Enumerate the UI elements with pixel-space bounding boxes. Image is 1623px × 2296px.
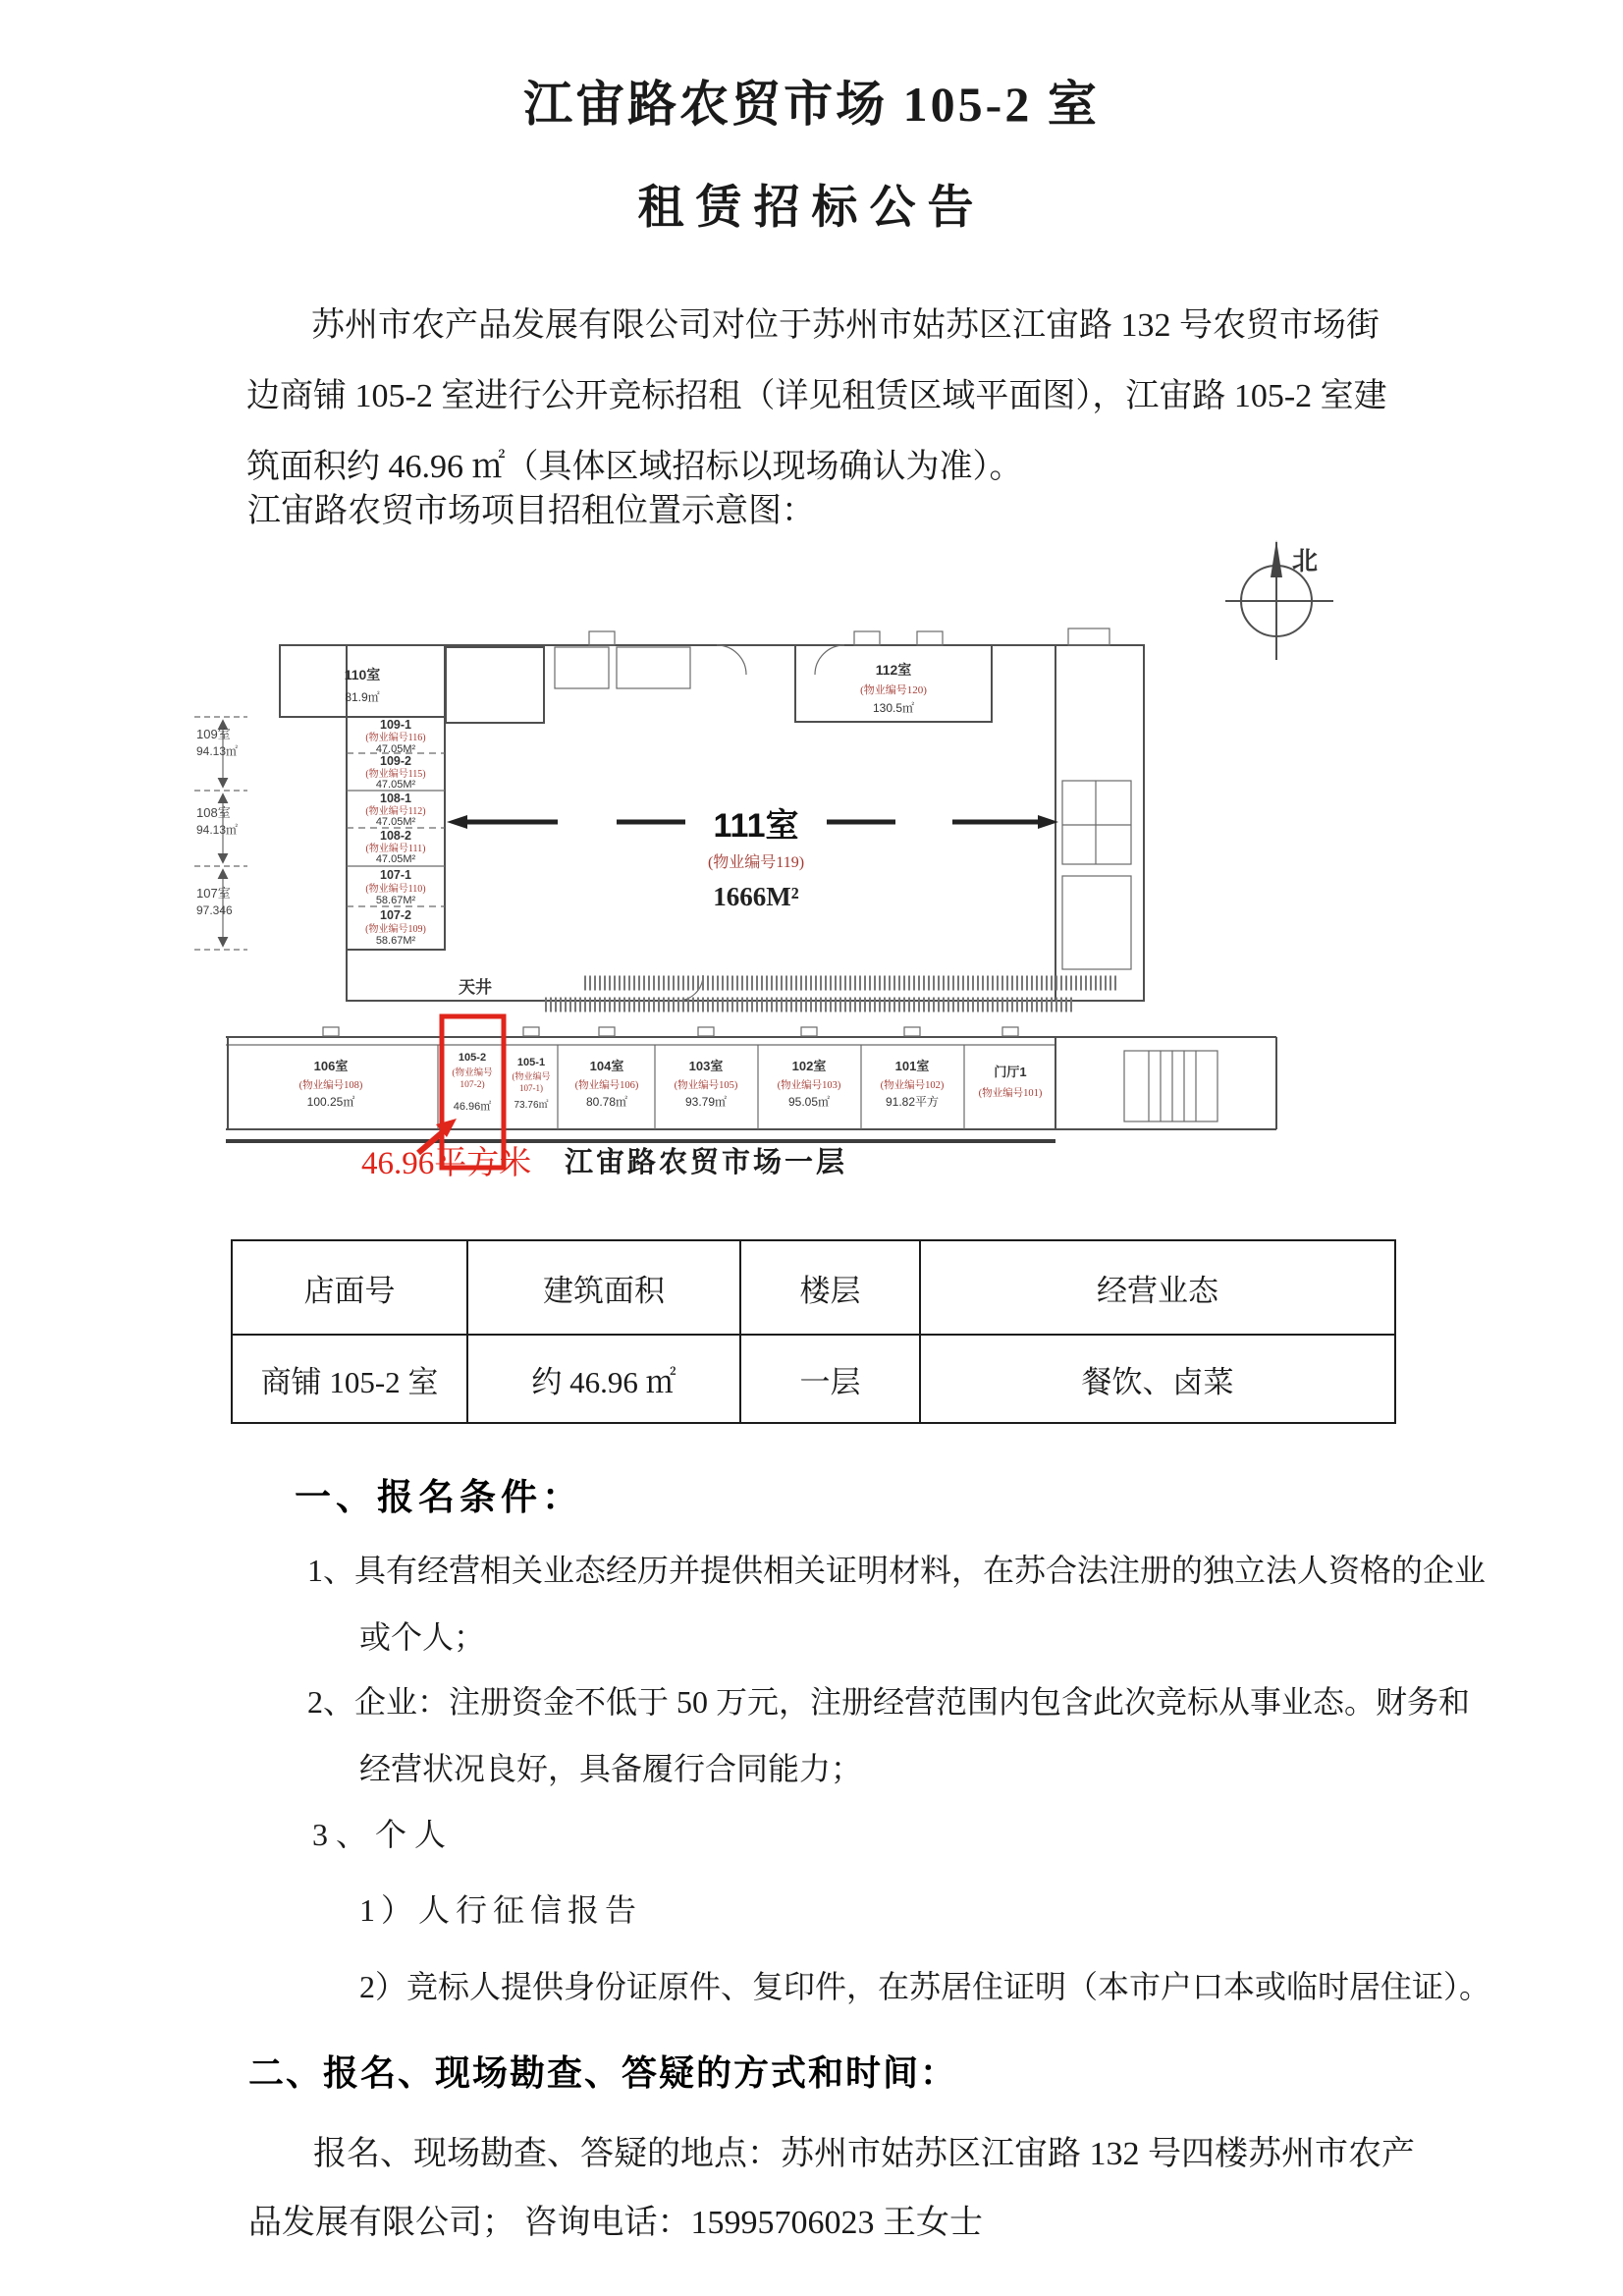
room-109-2-area: 47.05M² xyxy=(375,779,416,791)
doc-title-line2: 租赁招标公告 xyxy=(637,183,986,234)
section-2-heading: 二、报名、现场勘查、答疑的方式和时间： xyxy=(248,2052,958,2093)
intro-line-2: 边商铺 105-2 室进行公开竞标招租（详见租赁区域平面图），江宙路 105-2 室建 xyxy=(246,378,1387,414)
condition-1-line-1: 1、具有经营相关业态经历并提供相关证明材料，在苏合法注册的独立法人资格的企业 xyxy=(307,1553,1487,1588)
header-shop-number: 店面号 xyxy=(232,1240,467,1335)
shop-106-code: (物业编号108) xyxy=(298,1080,363,1091)
shop-102-name: 102室 xyxy=(791,1059,827,1073)
room-107-2-area: 58.67M² xyxy=(375,935,416,947)
floor-plan-image xyxy=(167,530,1453,1218)
doc-title-line1: 江宙路农贸市场 105-2 室 xyxy=(523,77,1100,132)
dim-108-label: 108室 xyxy=(196,805,231,820)
condition-2-line-2: 经营状况良好，具备履行合同能力； xyxy=(359,1751,863,1786)
shop-104-code: (物业编号106) xyxy=(574,1080,639,1091)
room-109-2-code: (物业编号115) xyxy=(365,769,426,780)
courtyard-label: 天井 xyxy=(459,978,492,997)
cell-building-area: 约 46.96 ㎡ xyxy=(467,1335,740,1423)
hall-111-name: 111室 xyxy=(713,807,799,845)
plan-shop-row xyxy=(226,1027,1276,1141)
shop-102-area: 95.05㎡ xyxy=(787,1095,831,1109)
condition-3-sub-2: 2）竞标人提供身份证原件、复印件，在苏居住证明（本市户口本或临时居住证）。 xyxy=(359,1969,1491,2004)
table-data-row xyxy=(232,1335,1395,1423)
highlight-105-2 xyxy=(361,1016,531,1181)
header-floor: 楼层 xyxy=(740,1240,920,1335)
intro-line-1: 苏州市农产品发展有限公司对位于苏州市姑苏区江宙路 132 号农贸市场街 xyxy=(311,307,1380,344)
plan-caption: 江宙路农贸市场一层 xyxy=(565,1147,848,1178)
shop-101-name: 101室 xyxy=(894,1059,930,1073)
room-108-1-name: 108-1 xyxy=(380,792,411,805)
plan-left-rooms xyxy=(365,718,426,947)
condition-2-line-1: 2、企业：注册资金不低于 50 万元，注册经营范围内包含此次竞标从事业态。财务和 xyxy=(307,1684,1471,1720)
shop-102-code: (物业编号103) xyxy=(777,1080,841,1091)
room-109-1-name: 109-1 xyxy=(380,718,411,732)
shop-lobby-code: (物业编号101) xyxy=(978,1088,1043,1099)
dim-107-label: 107室 xyxy=(196,886,231,901)
room-107-1-code: (物业编号110) xyxy=(365,884,426,895)
room-108-1-code: (物业编号112) xyxy=(365,806,426,817)
shop-info-table xyxy=(231,1239,1396,1424)
shop-106-name: 106室 xyxy=(313,1059,349,1073)
shop-105-1-area: 73.76㎡ xyxy=(514,1100,549,1111)
dim-108-value: 94.13㎡ xyxy=(196,823,239,837)
contact-paragraph xyxy=(248,2120,1415,2258)
contact-line-2: 品发展有限公司； 咨询电话：15995706023 王女士 xyxy=(248,2205,983,2241)
cell-business-type: 餐饮、卤菜 xyxy=(920,1335,1395,1423)
cell-floor: 一层 xyxy=(740,1335,920,1423)
plan-intro-line: 江宙路农贸市场项目招租位置示意图： xyxy=(247,493,815,529)
header-building-area: 建筑面积 xyxy=(467,1240,740,1335)
condition-3-sub-1: 1）人行征信报告 xyxy=(359,1892,643,1928)
shop-105-1-name: 105-1 xyxy=(516,1057,546,1068)
room-112-code: (物业编号120) xyxy=(860,684,927,696)
dim-109-label: 109室 xyxy=(196,727,231,741)
shop-103-code: (物业编号105) xyxy=(674,1080,738,1091)
room-112-area: 130.5㎡ xyxy=(872,701,915,715)
shop-105-2-name: 105-2 xyxy=(458,1052,487,1064)
plan-room-112 xyxy=(860,662,927,715)
intro-paragraph xyxy=(246,291,1387,503)
room-107-2-code: (物业编号109) xyxy=(365,924,426,935)
table-header-row xyxy=(232,1240,1395,1335)
highlight-area-label: 46.96平方米 xyxy=(361,1146,532,1181)
dim-107-value: 97.346 xyxy=(196,903,233,917)
room-107-1-name: 107-1 xyxy=(380,868,411,882)
contact-line-1: 报名、现场勘查、答疑的地点：苏州市姑苏区江宙路 132 号四楼苏州市农产 xyxy=(313,2136,1415,2172)
condition-1-line-2: 或个人； xyxy=(359,1619,486,1655)
shop-105-2-code: (物业编号 xyxy=(452,1068,493,1078)
shop-105-1-code: (物业编号 xyxy=(512,1071,551,1081)
plan-room-110 xyxy=(345,667,381,704)
cell-shop-number: 商铺 105-2 室 xyxy=(232,1335,467,1423)
condition-3-title: 3、个人 xyxy=(312,1817,455,1852)
hall-111-area: 1666M² xyxy=(713,882,799,911)
room-108-2-area: 47.05M² xyxy=(375,853,416,865)
room-107-2-name: 107-2 xyxy=(380,908,411,922)
header-business-type: 经营业态 xyxy=(920,1240,1395,1335)
room-110-name: 110室 xyxy=(344,667,381,683)
room-108-1-area: 47.05M² xyxy=(375,816,416,828)
room-109-2-name: 109-2 xyxy=(380,754,411,768)
room-109-1-area: 47.05M² xyxy=(375,743,416,755)
room-107-1-area: 58.67M² xyxy=(375,895,416,906)
shop-106-area: 100.25㎡ xyxy=(306,1095,355,1109)
shop-103-area: 93.79㎡ xyxy=(684,1095,728,1109)
dim-109-value: 94.13㎡ xyxy=(196,744,239,758)
shop-101-area: 91.82平方 xyxy=(885,1095,940,1109)
shop-104-area: 80.78㎡ xyxy=(585,1095,628,1109)
shop-103-name: 103室 xyxy=(688,1059,724,1073)
room-110-area: 81.9㎡ xyxy=(345,690,380,704)
room-108-2-name: 108-2 xyxy=(380,829,411,843)
plan-left-dimensions xyxy=(194,717,247,950)
hall-111-code: (物业编号119) xyxy=(707,854,805,871)
room-112-name: 112室 xyxy=(875,662,912,678)
compass-icon xyxy=(1225,540,1333,660)
shop-105-2-code2: 107-2) xyxy=(460,1080,485,1090)
section-1-heading: 一、报名条件： xyxy=(295,1477,583,1517)
shop-101-code: (物业编号102) xyxy=(880,1080,945,1091)
shop-105-1-code2: 107-1) xyxy=(519,1083,543,1093)
shop-104-name: 104室 xyxy=(589,1059,624,1073)
compass-north-label: 北 xyxy=(1292,546,1319,575)
plan-hall-111 xyxy=(447,807,1058,911)
room-108-2-code: (物业编号111) xyxy=(365,844,426,854)
plan-shop-labels xyxy=(299,1052,1043,1113)
shop-lobby-name: 门厅1 xyxy=(994,1065,1027,1079)
shop-105-2-area: 46.96㎡ xyxy=(453,1101,492,1113)
room-109-1-code: (物业编号116) xyxy=(365,733,426,743)
intro-line-3: 筑面积约 46.96 ㎡（具体区域招标以现场确认为准）。 xyxy=(246,449,1023,485)
